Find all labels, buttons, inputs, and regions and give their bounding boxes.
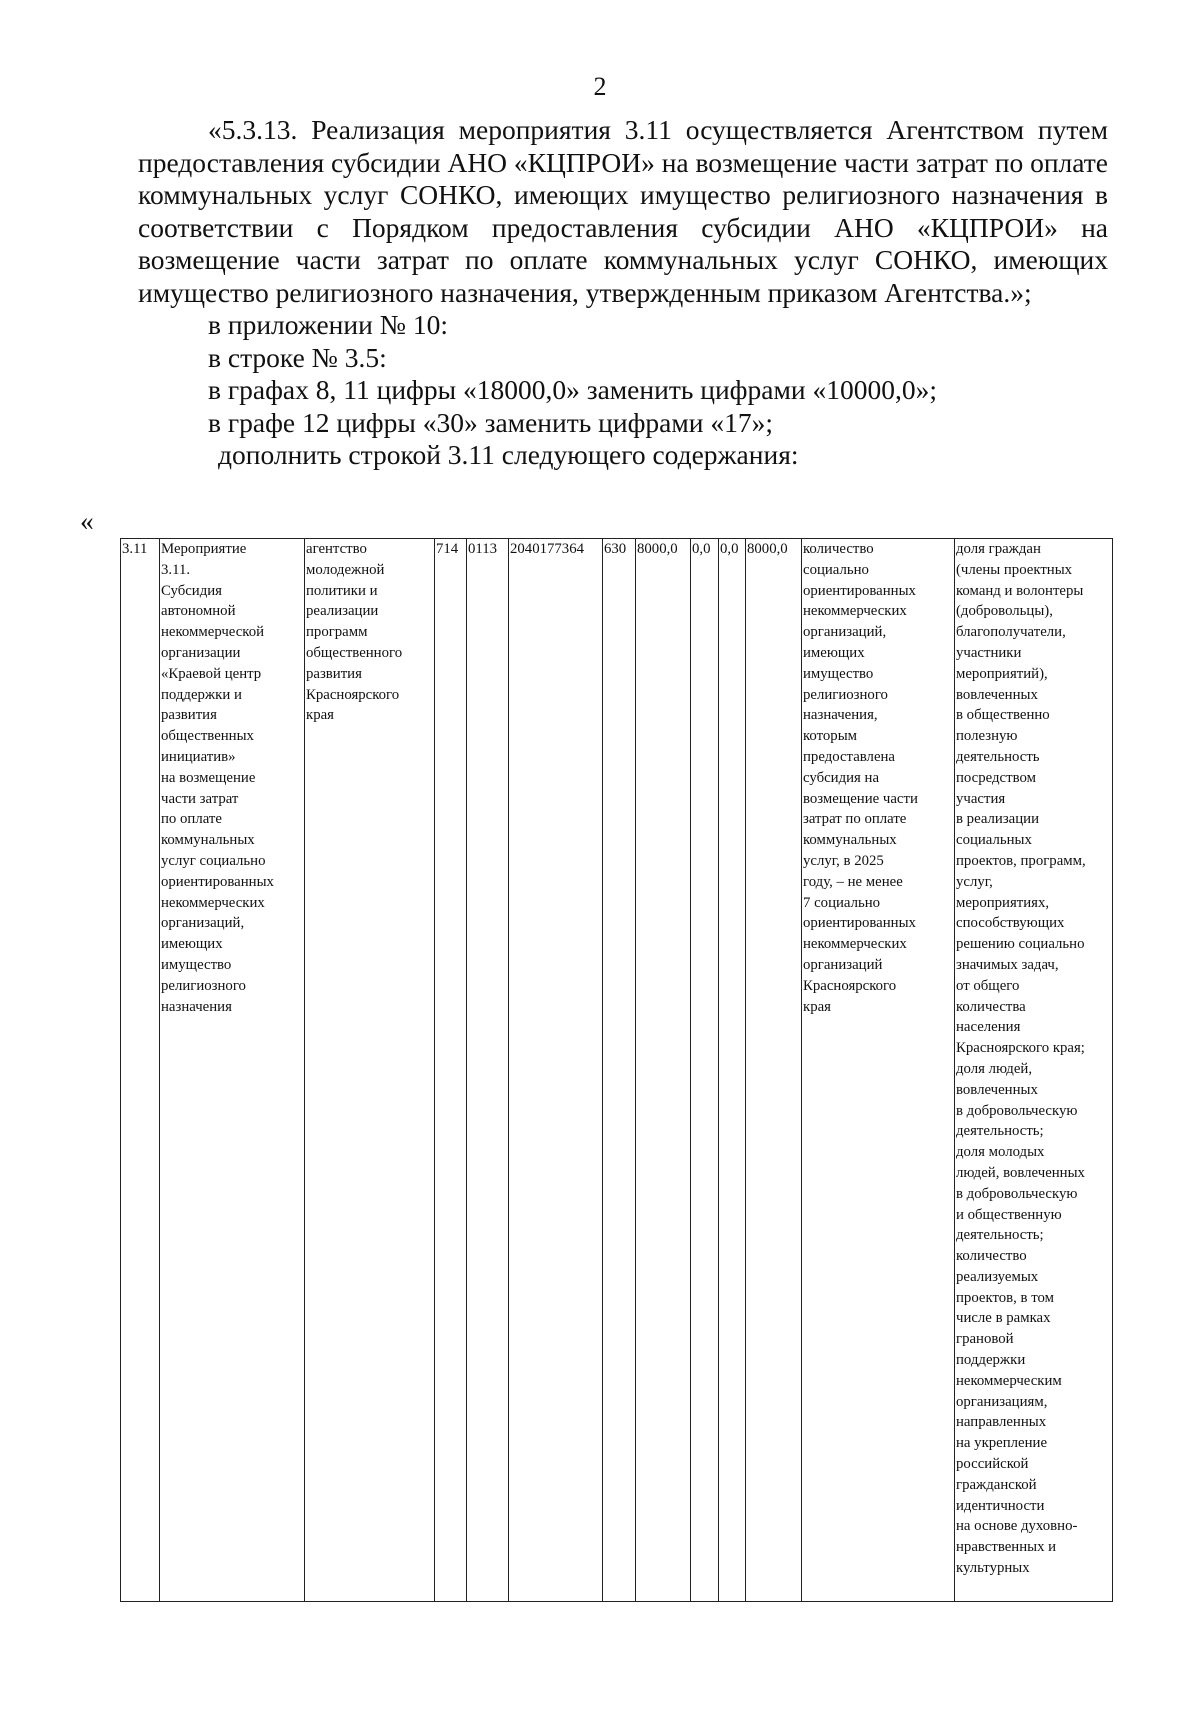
cell-indicators: доля граждан (члены проектных команд и волонтеры (добровольцы), благополучатели, участники мероприятий), вовлеченных в общественно полезную деятельность посредством участия в реализации социальных проектов, программ, услуг, мероприятиях, способствующих решению социально значимых задач, от общего количества населения Красноярского края; доля людей, вовлеченных в добровольческую деятельность; доля молодых людей, вовлеченных в добровольческую и общественную деятельность; количество реализуемых проектов, в том числе в рамках грановой поддержки некоммерческим организациям, направленных на укрепление российской гражданской идентичности на основе духовно- нравственных и культурных — [955, 539, 1113, 1602]
cell-grbs: 714 — [435, 539, 467, 1602]
cell-event: Мероприятие 3.11. Субсидия автономной некоммерческой организации «Краевой центр поддержки и развития общественных инициатив» на возмещение части затрат по оплате коммунальных услуг социально ориентированных некоммерческих организаций, имеющих имущество религиозного назначения — [160, 539, 305, 1602]
table-row — [121, 539, 1113, 1602]
amendment-paragraph: «5.3.13. Реализация мероприятия 3.11 осуществляется Агентством путем предоставления субсидии АНО «КЦПРОИ» на возмещение части затрат по оплате коммунальных услуг СОНКО, имеющих имущество религиозного назначения в соответствии с Порядком предоставления субсидии АНО «КЦПРОИ» на возмещение части затрат по оплате коммунальных услуг СОНКО, имеющих имущество религиозного назначения, утвержденным приказом Агентства.»; — [138, 114, 1108, 308]
open-quote-mark: « — [80, 505, 94, 536]
cell-total: 8000,0 — [746, 539, 802, 1602]
instruction-line: в строке № 3.5: — [208, 341, 387, 373]
cell-csr: 2040177364 — [509, 539, 603, 1602]
instruction-line: в приложении № 10: — [208, 309, 448, 340]
instruction-line: в графах 8, 11 цифры «18000,0» заменить цифрами «10000,0»; — [208, 374, 937, 405]
cell-row-number: 3.11 — [121, 539, 160, 1602]
instruction-line: дополнить строкой 3.11 следующего содержания: — [218, 439, 799, 470]
body-text — [138, 114, 1108, 472]
cell-executor: агентство молодежной политики и реализации программ общественного развития Красноярского края — [305, 539, 435, 1602]
cell-year-3: 0,0 — [719, 539, 746, 1602]
cell-rzpr: 0113 — [467, 539, 509, 1602]
cell-year-1: 8000,0 — [636, 539, 691, 1602]
cell-result: количество социально ориентированных некоммерческих организаций, имеющих имущество религиозного назначения, которым предоставлена субсидия на возмещение части затрат по оплате коммунальных услуг, в 2025 году, – не менее 7 социально ориентированных некоммерческих организаций Красноярского края — [802, 539, 955, 1602]
page-number: 2 — [593, 72, 607, 101]
cell-vr: 630 — [603, 539, 636, 1602]
instruction-line: в графе 12 цифры «30» заменить цифрами «17»; — [208, 406, 773, 438]
cell-year-2: 0,0 — [691, 539, 719, 1602]
program-table — [120, 538, 1113, 1602]
